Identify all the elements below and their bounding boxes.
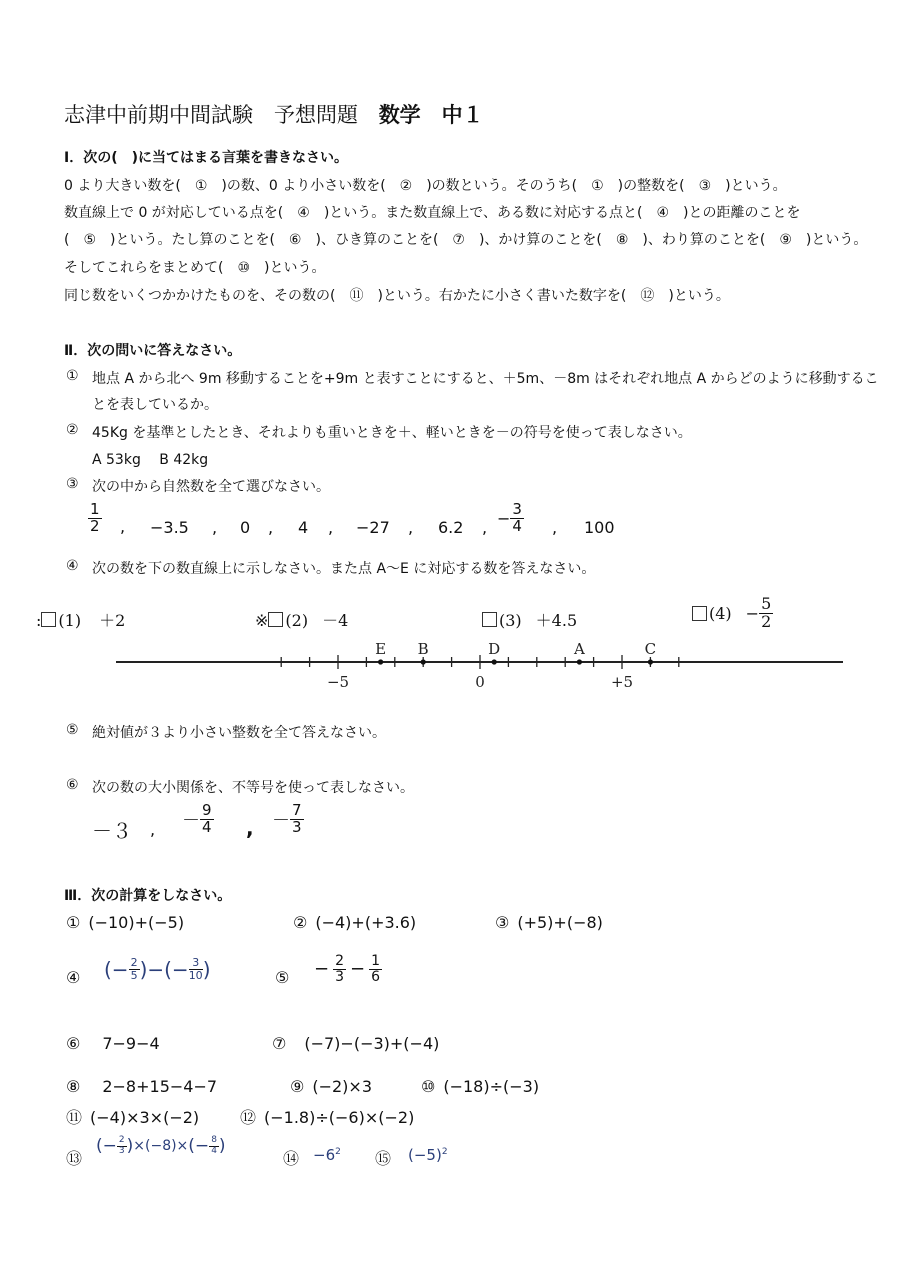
box-value: ＋2	[99, 611, 126, 630]
q4-box-1: : (1) ＋2	[36, 611, 126, 630]
q2-sub: A 53kg B 42kg	[92, 452, 209, 468]
q5-text: 絶対値が３より小さい整数を全て答えなさい。	[92, 725, 386, 741]
q3-comma: ,	[328, 518, 334, 537]
q6-mark: ⑥	[66, 777, 79, 793]
frac-num: 2	[130, 956, 138, 970]
number-line-tick-label: −5	[326, 673, 350, 691]
box-label: (1)	[58, 611, 82, 630]
p-expr: (−10)+(−5)	[88, 913, 185, 932]
number-line-point-label: B	[417, 640, 429, 658]
s1-line-5: 同じ数をいくつかかけたものを、その数の( ⑪ )という。右かたに小さく書いた数字を( ⑫ )という。	[64, 288, 730, 304]
p14-expr	[313, 1146, 341, 1164]
q6-comma: ,	[150, 820, 156, 839]
frac-num: 2	[118, 1135, 125, 1146]
p-expr: (+5)+(−8)	[517, 913, 603, 932]
box-value: －4	[322, 611, 349, 630]
frac-num: 7	[292, 801, 302, 819]
q3-item-frac	[497, 502, 524, 535]
q3-comma: ,	[552, 518, 558, 537]
p-expr: (−4)×3×(−2)	[90, 1108, 200, 1127]
box-label: (4)	[709, 603, 732, 623]
q3-item-1: −3.5	[150, 518, 189, 537]
p15-expr	[408, 1146, 448, 1164]
q4-text: 次の数を下の数直線上に示しなさい。また点 A～E に対応する数を答えなさい。	[92, 561, 596, 577]
number-line-point	[577, 659, 582, 664]
q4-box-3	[482, 608, 577, 631]
q3-text: 次の中から自然数を全て選びなさい。	[92, 479, 330, 495]
q3-item-3: 4	[298, 518, 309, 537]
p-mark: ⑥	[66, 1034, 81, 1053]
number-line-point-label: D	[488, 640, 501, 658]
frac-den: 2	[90, 516, 100, 535]
section-2-heading: Ⅱ．次の問いに答えなさい。	[64, 343, 242, 359]
number-line	[0, 630, 905, 700]
frac-num: 2	[335, 953, 345, 969]
frac-num: 1	[371, 953, 381, 969]
p10	[421, 1077, 539, 1096]
q3-comma: ,	[120, 517, 126, 536]
p-expr: (−7)−(−3)+(−4)	[304, 1034, 440, 1053]
number-line-point	[492, 659, 497, 664]
frac-den: 2	[761, 611, 772, 631]
p11	[66, 1105, 199, 1128]
p-mark: ⑪	[66, 1108, 83, 1127]
q6-comma: ,	[246, 816, 254, 840]
number-line-point-label: E	[375, 640, 387, 658]
q3-item-2: 0	[240, 518, 251, 537]
frac-den: 10	[188, 969, 203, 982]
number-line-point	[378, 659, 383, 664]
answer-box[interactable]	[268, 612, 283, 627]
p14-exp: 2	[335, 1147, 341, 1157]
q3-comma: ,	[408, 518, 414, 537]
frac-num: 8	[211, 1135, 217, 1146]
q1-text-cont: とを表しているか。	[92, 397, 218, 413]
q2-mark: ②	[66, 422, 79, 438]
p14-base: −6	[313, 1146, 336, 1164]
q6-frac-1	[182, 803, 214, 836]
p-mark: ⑩	[421, 1077, 436, 1096]
q3-item-4: −27	[356, 518, 390, 537]
s1-line-1: 0 より大きい数を( ① )の数、0 より小さい数を( ② )の数という。そのうち( ① )の整数を( ③ )という。	[64, 178, 787, 194]
p8	[66, 1077, 217, 1096]
s1-line-2: 数直線上で 0 が対応している点を( ④ )という。また数直線上で、ある数に対応する点と( ④ )との距離のことを	[64, 205, 801, 221]
minus-sign: －	[272, 810, 290, 832]
q6-frac-2	[272, 803, 304, 836]
s1-line-4: そしてこれらをまとめて( ⑩ )という。	[64, 260, 326, 276]
number-line-tick-label: 0	[475, 673, 485, 691]
p6	[66, 1034, 160, 1053]
q4-box-4	[692, 596, 773, 631]
q4-mark: ④	[66, 558, 79, 574]
p15-mark: ⑮	[375, 1149, 392, 1168]
p14-mark: ⑭	[283, 1149, 300, 1168]
box-value: −	[745, 603, 760, 623]
q3-comma: ,	[268, 518, 274, 537]
number-line-point-label: C	[644, 640, 657, 658]
frac-num: 9	[202, 801, 212, 819]
p-expr: 2−8+15−4−7	[102, 1077, 218, 1096]
frac-den: 3	[292, 817, 302, 836]
p7	[272, 1034, 439, 1053]
p-mark: ⑫	[240, 1108, 257, 1127]
p15-base: (−5)	[408, 1146, 442, 1164]
p-expr: (−1.8)÷(−6)×(−2)	[264, 1108, 415, 1127]
p15-exp: 2	[441, 1147, 448, 1157]
number-line-point	[648, 659, 653, 664]
frac-den: 3	[118, 1145, 125, 1156]
q4-box-2	[255, 608, 348, 631]
frac-num: 3	[189, 957, 203, 970]
minus-sign: －	[182, 810, 200, 832]
minus-sign: −	[497, 508, 511, 528]
p-mark: ②	[293, 913, 308, 932]
section-1-heading: Ⅰ．次の( )に当てはまる言葉を書きなさい。	[64, 150, 349, 166]
p-mark: ⑧	[66, 1077, 81, 1096]
p-expr: 7−9−4	[102, 1034, 160, 1053]
p4-mark: ④	[66, 968, 81, 987]
number-line-tick-label: +5	[610, 673, 634, 691]
p4-expr: (− $\frac{2}{5}$ )−(− $\frac{3}{10}$ )	[104, 956, 211, 982]
p5-mark: ⑤	[275, 968, 290, 987]
q3-item-5: 6.2	[438, 518, 464, 537]
frac-den: 3	[335, 968, 345, 985]
answer-box[interactable]	[41, 612, 56, 627]
frac-den: 4	[211, 1145, 217, 1156]
p13-mark: ⑬	[66, 1149, 83, 1168]
frac-den: 4	[512, 516, 522, 535]
p-mark: ⑨	[290, 1077, 305, 1096]
p12	[240, 1105, 414, 1128]
p13-mid: ×(−8)×	[133, 1138, 189, 1154]
frac-num: 1	[90, 500, 100, 518]
frac-num: 3	[512, 500, 522, 518]
s1-line-3: ( ⑤ )という。たし算のことを( ⑥ )、ひき算のことを( ⑦ )、かけ算のことを( ⑧ )、わり算のことを( ⑨ )という。	[64, 232, 868, 248]
answer-box[interactable]	[692, 606, 707, 621]
p13-expr: (− $\frac{2}{3}$ )×(−8)×(− $\frac{8}{4}$ )	[96, 1135, 226, 1156]
box-prefix: ※	[255, 611, 269, 630]
q1-text: 地点 A から北へ 9m 移動することを+9m と表すことにすると、＋5m、－8m はそれぞれ地点 A からどのように移動するこ	[92, 371, 879, 387]
p-mark: ①	[66, 913, 81, 932]
box-label: (2)	[285, 611, 309, 630]
q3-item-half	[88, 502, 102, 535]
q2-text: 45Kg を基準としたとき、それよりも重いときを＋、軽いときを－の符号を使って表しなさい。	[92, 425, 692, 441]
answer-box[interactable]	[482, 612, 497, 627]
p-expr: (−2)×3	[312, 1077, 372, 1096]
p1	[66, 913, 184, 932]
q3-comma: ,	[212, 518, 218, 537]
frac-den: 5	[130, 969, 138, 982]
p5-expr: − $\frac{2}{3}$ − $\frac{1}{6}$	[314, 953, 381, 985]
p9	[290, 1077, 372, 1096]
q3-item-last: 100	[584, 518, 615, 537]
number-line-point	[421, 659, 426, 664]
title-subject: 数学 中１	[378, 103, 484, 127]
number-line-point-label: A	[573, 640, 585, 658]
section-3-heading: Ⅲ．次の計算をしなさい。	[64, 888, 232, 904]
q3-mark: ③	[66, 476, 79, 492]
q5-mark: ⑤	[66, 722, 79, 738]
p-expr: (−18)÷(−3)	[443, 1077, 540, 1096]
p2	[293, 913, 416, 932]
q1-mark: ①	[66, 368, 79, 384]
frac-num: 5	[761, 594, 772, 613]
title-main: 志津中前期中間試験 予想問題	[64, 103, 358, 127]
page-title	[64, 99, 484, 129]
box-value: ＋4.5	[535, 611, 578, 630]
frac-den: 4	[202, 817, 212, 836]
q3-comma: ,	[482, 518, 488, 537]
p-mark: ⑦	[272, 1034, 287, 1053]
p-expr: (−4)+(+3.6)	[315, 913, 417, 932]
p-mark: ③	[495, 913, 510, 932]
box-label: (3)	[499, 611, 522, 630]
p3	[495, 913, 603, 932]
q6-a: －３	[92, 819, 132, 843]
frac-den: 6	[371, 968, 381, 985]
q6-text: 次の数の大小関係を、不等号を使って表しなさい。	[92, 780, 414, 796]
